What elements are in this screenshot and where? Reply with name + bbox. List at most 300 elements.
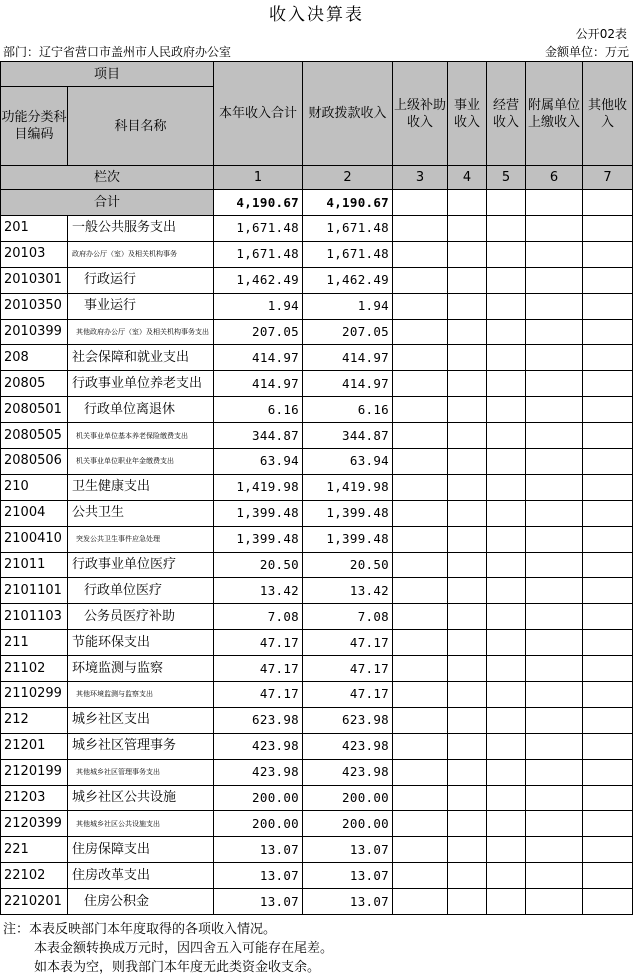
empty-cell — [526, 500, 583, 526]
total-income-cell: 13.42 — [214, 578, 303, 604]
empty-cell — [487, 267, 526, 293]
empty-cell — [448, 241, 487, 267]
col-number: 4 — [448, 166, 487, 190]
total-income-cell: 200.00 — [214, 811, 303, 837]
empty-cell — [393, 785, 448, 811]
table-row — [1, 552, 633, 578]
total-income-cell: 47.17 — [214, 682, 303, 708]
func-code-cell: 208 — [1, 345, 68, 371]
empty-cell — [526, 423, 583, 449]
subject-name-cell: 一般公共服务支出 — [68, 216, 214, 242]
func-code-cell: 210 — [1, 474, 68, 500]
func-code-cell: 20103 — [1, 241, 68, 267]
empty-cell — [393, 759, 448, 785]
total-income-cell: 414.97 — [214, 345, 303, 371]
total-income-cell: 1,462.49 — [214, 267, 303, 293]
total-income-cell: 423.98 — [214, 759, 303, 785]
total-income-cell: 344.87 — [214, 423, 303, 449]
total-income-cell: 623.98 — [214, 707, 303, 733]
subject-name-cell: 城乡社区公共设施 — [68, 785, 214, 811]
empty-cell — [393, 889, 448, 915]
fiscal-income-cell: 13.07 — [303, 889, 393, 915]
empty-cell — [448, 759, 487, 785]
subject-name-cell: 政府办公厅（室）及相关机构事务 — [68, 241, 214, 267]
empty-cell — [487, 371, 526, 397]
func-code-cell: 21102 — [1, 656, 68, 682]
func-code-cell: 2010399 — [1, 319, 68, 345]
header-item: 项目 — [1, 62, 214, 87]
empty-cell — [583, 241, 633, 267]
subject-name-cell: 其他城乡社区公共设施支出 — [68, 811, 214, 837]
subject-name-cell: 事业运行 — [68, 293, 214, 319]
empty-cell — [448, 216, 487, 242]
total-income-cell: 13.07 — [214, 837, 303, 863]
col-number: 2 — [303, 166, 393, 190]
fiscal-income-cell: 1,399.48 — [303, 526, 393, 552]
empty-cell — [487, 630, 526, 656]
table-row — [1, 241, 633, 267]
total-fiscal-value: 4,190.67 — [303, 190, 393, 216]
empty-cell — [448, 682, 487, 708]
form-number: 公开02表 — [575, 27, 627, 41]
table-row — [1, 604, 633, 630]
empty-cell — [487, 526, 526, 552]
report-title: 收入决算表 — [269, 5, 364, 25]
fiscal-income-cell: 20.50 — [303, 552, 393, 578]
table-row — [1, 371, 633, 397]
empty-cell — [583, 759, 633, 785]
func-code-cell: 221 — [1, 837, 68, 863]
empty-cell — [487, 474, 526, 500]
header-total-income: 本年收入合计 — [214, 62, 303, 166]
empty-cell — [448, 604, 487, 630]
unit-label: 金额单位：万元 — [544, 45, 629, 59]
func-code-cell: 20805 — [1, 371, 68, 397]
fiscal-income-cell: 1,399.48 — [303, 500, 393, 526]
header-func-code: 功能分类科目编码 — [1, 87, 68, 166]
fiscal-income-cell: 1,419.98 — [303, 474, 393, 500]
note-line: 注：本表反映部门本年度取得的各项收入情况。 — [3, 922, 277, 937]
func-code-cell: 2010301 — [1, 267, 68, 293]
empty-cell — [393, 656, 448, 682]
fiscal-income-cell: 207.05 — [303, 319, 393, 345]
table-row — [1, 578, 633, 604]
empty-cell — [448, 889, 487, 915]
empty-cell — [583, 293, 633, 319]
empty-cell — [583, 889, 633, 915]
empty-cell — [487, 293, 526, 319]
total-income-cell: 20.50 — [214, 552, 303, 578]
fiscal-income-cell: 1,462.49 — [303, 267, 393, 293]
fiscal-income-cell: 63.94 — [303, 449, 393, 475]
empty-cell — [487, 216, 526, 242]
table-row — [1, 345, 633, 371]
empty-cell — [526, 397, 583, 423]
fiscal-income-cell: 414.97 — [303, 345, 393, 371]
subject-name-cell: 环境监测与监察 — [68, 656, 214, 682]
subject-name-cell: 其他城乡社区管理事务支出 — [68, 759, 214, 785]
table-row — [1, 423, 633, 449]
subject-name-cell: 机关事业单位职业年金缴费支出 — [68, 449, 214, 475]
subject-name-cell: 住房保障支出 — [68, 837, 214, 863]
table-row — [1, 889, 633, 915]
empty-cell — [526, 526, 583, 552]
header-other-income: 其他收入 — [583, 62, 633, 166]
empty-cell — [448, 423, 487, 449]
total-income-cell: 414.97 — [214, 371, 303, 397]
table-row — [1, 293, 633, 319]
fiscal-income-cell: 423.98 — [303, 733, 393, 759]
table-row — [1, 785, 633, 811]
empty-cell — [583, 682, 633, 708]
subject-name-cell: 行政运行 — [68, 267, 214, 293]
subject-name-cell: 突发公共卫生事件应急处理 — [68, 526, 214, 552]
empty-cell — [526, 682, 583, 708]
empty-cell — [448, 474, 487, 500]
empty-cell — [393, 449, 448, 475]
empty-cell — [448, 656, 487, 682]
total-income-cell: 1,419.98 — [214, 474, 303, 500]
empty-cell — [448, 578, 487, 604]
func-code-cell: 2210201 — [1, 889, 68, 915]
empty-cell — [393, 500, 448, 526]
total-income-cell: 1,671.48 — [214, 241, 303, 267]
empty-cell — [583, 267, 633, 293]
func-code-cell: 21203 — [1, 785, 68, 811]
table-row — [1, 319, 633, 345]
subject-name-cell: 公共卫生 — [68, 500, 214, 526]
table-row — [1, 397, 633, 423]
empty-cell — [393, 578, 448, 604]
table-row — [1, 733, 633, 759]
empty-cell — [583, 785, 633, 811]
empty-cell — [487, 759, 526, 785]
func-code-cell: 21011 — [1, 552, 68, 578]
fiscal-income-cell: 7.08 — [303, 604, 393, 630]
empty-cell — [393, 707, 448, 733]
empty-cell — [393, 604, 448, 630]
func-code-cell: 2101101 — [1, 578, 68, 604]
empty-cell — [487, 552, 526, 578]
empty-cell — [583, 500, 633, 526]
empty-cell — [526, 785, 583, 811]
fiscal-income-cell: 47.17 — [303, 656, 393, 682]
empty-cell — [448, 630, 487, 656]
empty-cell — [583, 837, 633, 863]
fiscal-income-cell: 344.87 — [303, 423, 393, 449]
func-code-cell: 21004 — [1, 500, 68, 526]
empty-cell — [487, 707, 526, 733]
col-number: 1 — [214, 166, 303, 190]
empty-cell — [448, 526, 487, 552]
total-income-cell: 1,671.48 — [214, 216, 303, 242]
empty-cell — [583, 578, 633, 604]
func-code-cell: 212 — [1, 707, 68, 733]
header-business-income: 事业收入 — [448, 62, 487, 166]
subject-name-cell: 住房公积金 — [68, 889, 214, 915]
table-row — [1, 707, 633, 733]
empty-cell — [487, 733, 526, 759]
empty-cell — [526, 552, 583, 578]
empty-cell — [526, 449, 583, 475]
func-code-cell: 2010350 — [1, 293, 68, 319]
empty-cell — [487, 837, 526, 863]
table-row — [1, 216, 633, 242]
table-row — [1, 682, 633, 708]
total-income-value: 4,190.67 — [214, 190, 303, 216]
empty-cell — [526, 345, 583, 371]
empty-cell — [393, 552, 448, 578]
empty-cell — [583, 449, 633, 475]
empty-cell — [583, 811, 633, 837]
func-code-cell: 2110299 — [1, 682, 68, 708]
empty-cell — [583, 474, 633, 500]
empty-cell — [526, 190, 583, 216]
fiscal-income-cell: 1,671.48 — [303, 216, 393, 242]
empty-cell — [583, 630, 633, 656]
subject-name-cell: 卫生健康支出 — [68, 474, 214, 500]
fiscal-income-cell: 47.17 — [303, 630, 393, 656]
empty-cell — [393, 837, 448, 863]
fiscal-income-cell: 414.97 — [303, 371, 393, 397]
col-number: 3 — [393, 166, 448, 190]
empty-cell — [526, 656, 583, 682]
empty-cell — [526, 889, 583, 915]
func-code-cell: 2120199 — [1, 759, 68, 785]
table-row — [1, 267, 633, 293]
empty-cell — [583, 190, 633, 216]
header-operating-income: 经营收入 — [487, 62, 526, 166]
empty-cell — [583, 707, 633, 733]
empty-cell — [526, 241, 583, 267]
empty-cell — [583, 345, 633, 371]
empty-cell — [487, 423, 526, 449]
empty-cell — [448, 397, 487, 423]
empty-cell — [487, 863, 526, 889]
empty-cell — [448, 449, 487, 475]
department-label: 部门：辽宁省营口市盖州市人民政府办公室 — [3, 45, 232, 59]
empty-cell — [487, 345, 526, 371]
func-code-cell: 2080505 — [1, 423, 68, 449]
empty-cell — [448, 293, 487, 319]
func-code-cell: 21201 — [1, 733, 68, 759]
empty-cell — [526, 319, 583, 345]
empty-cell — [448, 500, 487, 526]
empty-cell — [526, 837, 583, 863]
subject-name-cell: 行政事业单位医疗 — [68, 552, 214, 578]
empty-cell — [487, 319, 526, 345]
func-code-cell: 2101103 — [1, 604, 68, 630]
empty-cell — [583, 604, 633, 630]
empty-cell — [526, 759, 583, 785]
empty-cell — [487, 397, 526, 423]
table-row — [1, 811, 633, 837]
empty-cell — [526, 707, 583, 733]
fiscal-income-cell: 13.07 — [303, 863, 393, 889]
empty-cell — [583, 319, 633, 345]
empty-cell — [526, 578, 583, 604]
empty-cell — [393, 216, 448, 242]
total-income-cell: 47.17 — [214, 656, 303, 682]
subject-name-cell: 行政单位医疗 — [68, 578, 214, 604]
empty-cell — [448, 345, 487, 371]
empty-cell — [526, 733, 583, 759]
empty-cell — [393, 863, 448, 889]
total-income-cell: 200.00 — [214, 785, 303, 811]
table-row — [1, 474, 633, 500]
empty-cell — [487, 889, 526, 915]
note-line: 本表金额转换成万元时，因四舍五入可能存在尾差。 — [34, 941, 334, 956]
total-income-cell: 423.98 — [214, 733, 303, 759]
table-row — [1, 656, 633, 682]
subject-name-cell: 城乡社区支出 — [68, 707, 214, 733]
subject-name-cell: 其他政府办公厅（室）及相关机构事务支出 — [68, 319, 214, 345]
empty-cell — [487, 785, 526, 811]
empty-cell — [393, 682, 448, 708]
subject-name-cell: 行政单位离退休 — [68, 397, 214, 423]
note-line: 如本表为空，则我部门本年度无此类资金收支余。 — [34, 960, 321, 975]
table-row — [1, 500, 633, 526]
fiscal-income-cell: 47.17 — [303, 682, 393, 708]
table-row — [1, 630, 633, 656]
empty-cell — [526, 630, 583, 656]
func-code-cell: 201 — [1, 216, 68, 242]
empty-cell — [487, 656, 526, 682]
total-income-cell: 207.05 — [214, 319, 303, 345]
total-income-cell: 1,399.48 — [214, 526, 303, 552]
empty-cell — [487, 682, 526, 708]
subject-name-cell: 城乡社区管理事务 — [68, 733, 214, 759]
func-code-cell: 22102 — [1, 863, 68, 889]
total-income-cell: 13.07 — [214, 863, 303, 889]
fiscal-income-cell: 1,671.48 — [303, 241, 393, 267]
income-table — [0, 61, 633, 915]
table-row — [1, 759, 633, 785]
total-income-cell: 6.16 — [214, 397, 303, 423]
func-code-cell: 2100410 — [1, 526, 68, 552]
empty-cell — [583, 733, 633, 759]
empty-cell — [393, 345, 448, 371]
empty-cell — [583, 397, 633, 423]
func-code-cell: 211 — [1, 630, 68, 656]
empty-cell — [487, 241, 526, 267]
empty-cell — [487, 578, 526, 604]
subject-name-cell: 机关事业单位基本养老保险缴费支出 — [68, 423, 214, 449]
empty-cell — [487, 449, 526, 475]
empty-cell — [393, 733, 448, 759]
col-number: 7 — [583, 166, 633, 190]
empty-cell — [393, 190, 448, 216]
subject-name-cell: 公务员医疗补助 — [68, 604, 214, 630]
empty-cell — [583, 371, 633, 397]
empty-cell — [583, 863, 633, 889]
empty-cell — [526, 604, 583, 630]
total-income-cell: 47.17 — [214, 630, 303, 656]
empty-cell — [526, 863, 583, 889]
header-subject-name: 科目名称 — [68, 87, 214, 166]
empty-cell — [448, 707, 487, 733]
notes — [3, 920, 333, 977]
total-income-cell: 1,399.48 — [214, 500, 303, 526]
fiscal-income-cell: 423.98 — [303, 759, 393, 785]
empty-cell — [448, 785, 487, 811]
fiscal-income-cell: 200.00 — [303, 785, 393, 811]
header-fiscal-income: 财政拨款收入 — [303, 62, 393, 166]
header-superior-subsidy: 上级补助收入 — [393, 62, 448, 166]
subject-name-cell: 住房改革支出 — [68, 863, 214, 889]
table-row — [1, 526, 633, 552]
func-code-cell: 2120399 — [1, 811, 68, 837]
empty-cell — [393, 267, 448, 293]
table-row — [1, 837, 633, 863]
empty-cell — [526, 371, 583, 397]
total-label: 合计 — [1, 190, 214, 216]
empty-cell — [487, 811, 526, 837]
fiscal-income-cell: 6.16 — [303, 397, 393, 423]
total-income-cell: 1.94 — [214, 293, 303, 319]
empty-cell — [583, 216, 633, 242]
empty-cell — [393, 811, 448, 837]
empty-cell — [448, 371, 487, 397]
func-code-cell: 2080501 — [1, 397, 68, 423]
empty-cell — [526, 811, 583, 837]
empty-cell — [487, 500, 526, 526]
subject-name-cell: 社会保障和就业支出 — [68, 345, 214, 371]
empty-cell — [448, 733, 487, 759]
empty-cell — [583, 526, 633, 552]
empty-cell — [448, 863, 487, 889]
empty-cell — [393, 397, 448, 423]
empty-cell — [583, 552, 633, 578]
total-income-cell: 7.08 — [214, 604, 303, 630]
subject-name-cell: 其他环境监测与监察支出 — [68, 682, 214, 708]
fiscal-income-cell: 13.42 — [303, 578, 393, 604]
subject-name-cell: 行政事业单位养老支出 — [68, 371, 214, 397]
fiscal-income-cell: 1.94 — [303, 293, 393, 319]
empty-cell — [393, 630, 448, 656]
empty-cell — [393, 319, 448, 345]
col-number: 6 — [526, 166, 583, 190]
empty-cell — [526, 216, 583, 242]
empty-cell — [448, 837, 487, 863]
empty-cell — [448, 319, 487, 345]
table-row — [1, 449, 633, 475]
func-code-cell: 2080506 — [1, 449, 68, 475]
table-row — [1, 863, 633, 889]
empty-cell — [448, 811, 487, 837]
fiscal-income-cell: 13.07 — [303, 837, 393, 863]
total-income-cell: 63.94 — [214, 449, 303, 475]
empty-cell — [487, 190, 526, 216]
empty-cell — [526, 293, 583, 319]
empty-cell — [393, 371, 448, 397]
header-affiliate-income: 附属单位上缴收入 — [526, 62, 583, 166]
fiscal-income-cell: 623.98 — [303, 707, 393, 733]
empty-cell — [583, 656, 633, 682]
empty-cell — [393, 474, 448, 500]
total-income-cell: 13.07 — [214, 889, 303, 915]
empty-cell — [448, 267, 487, 293]
empty-cell — [448, 190, 487, 216]
subject-name-cell: 节能环保支出 — [68, 630, 214, 656]
empty-cell — [393, 423, 448, 449]
empty-cell — [526, 267, 583, 293]
col-number-label: 栏次 — [1, 166, 214, 190]
fiscal-income-cell: 200.00 — [303, 811, 393, 837]
empty-cell — [393, 293, 448, 319]
empty-cell — [487, 604, 526, 630]
empty-cell — [393, 526, 448, 552]
